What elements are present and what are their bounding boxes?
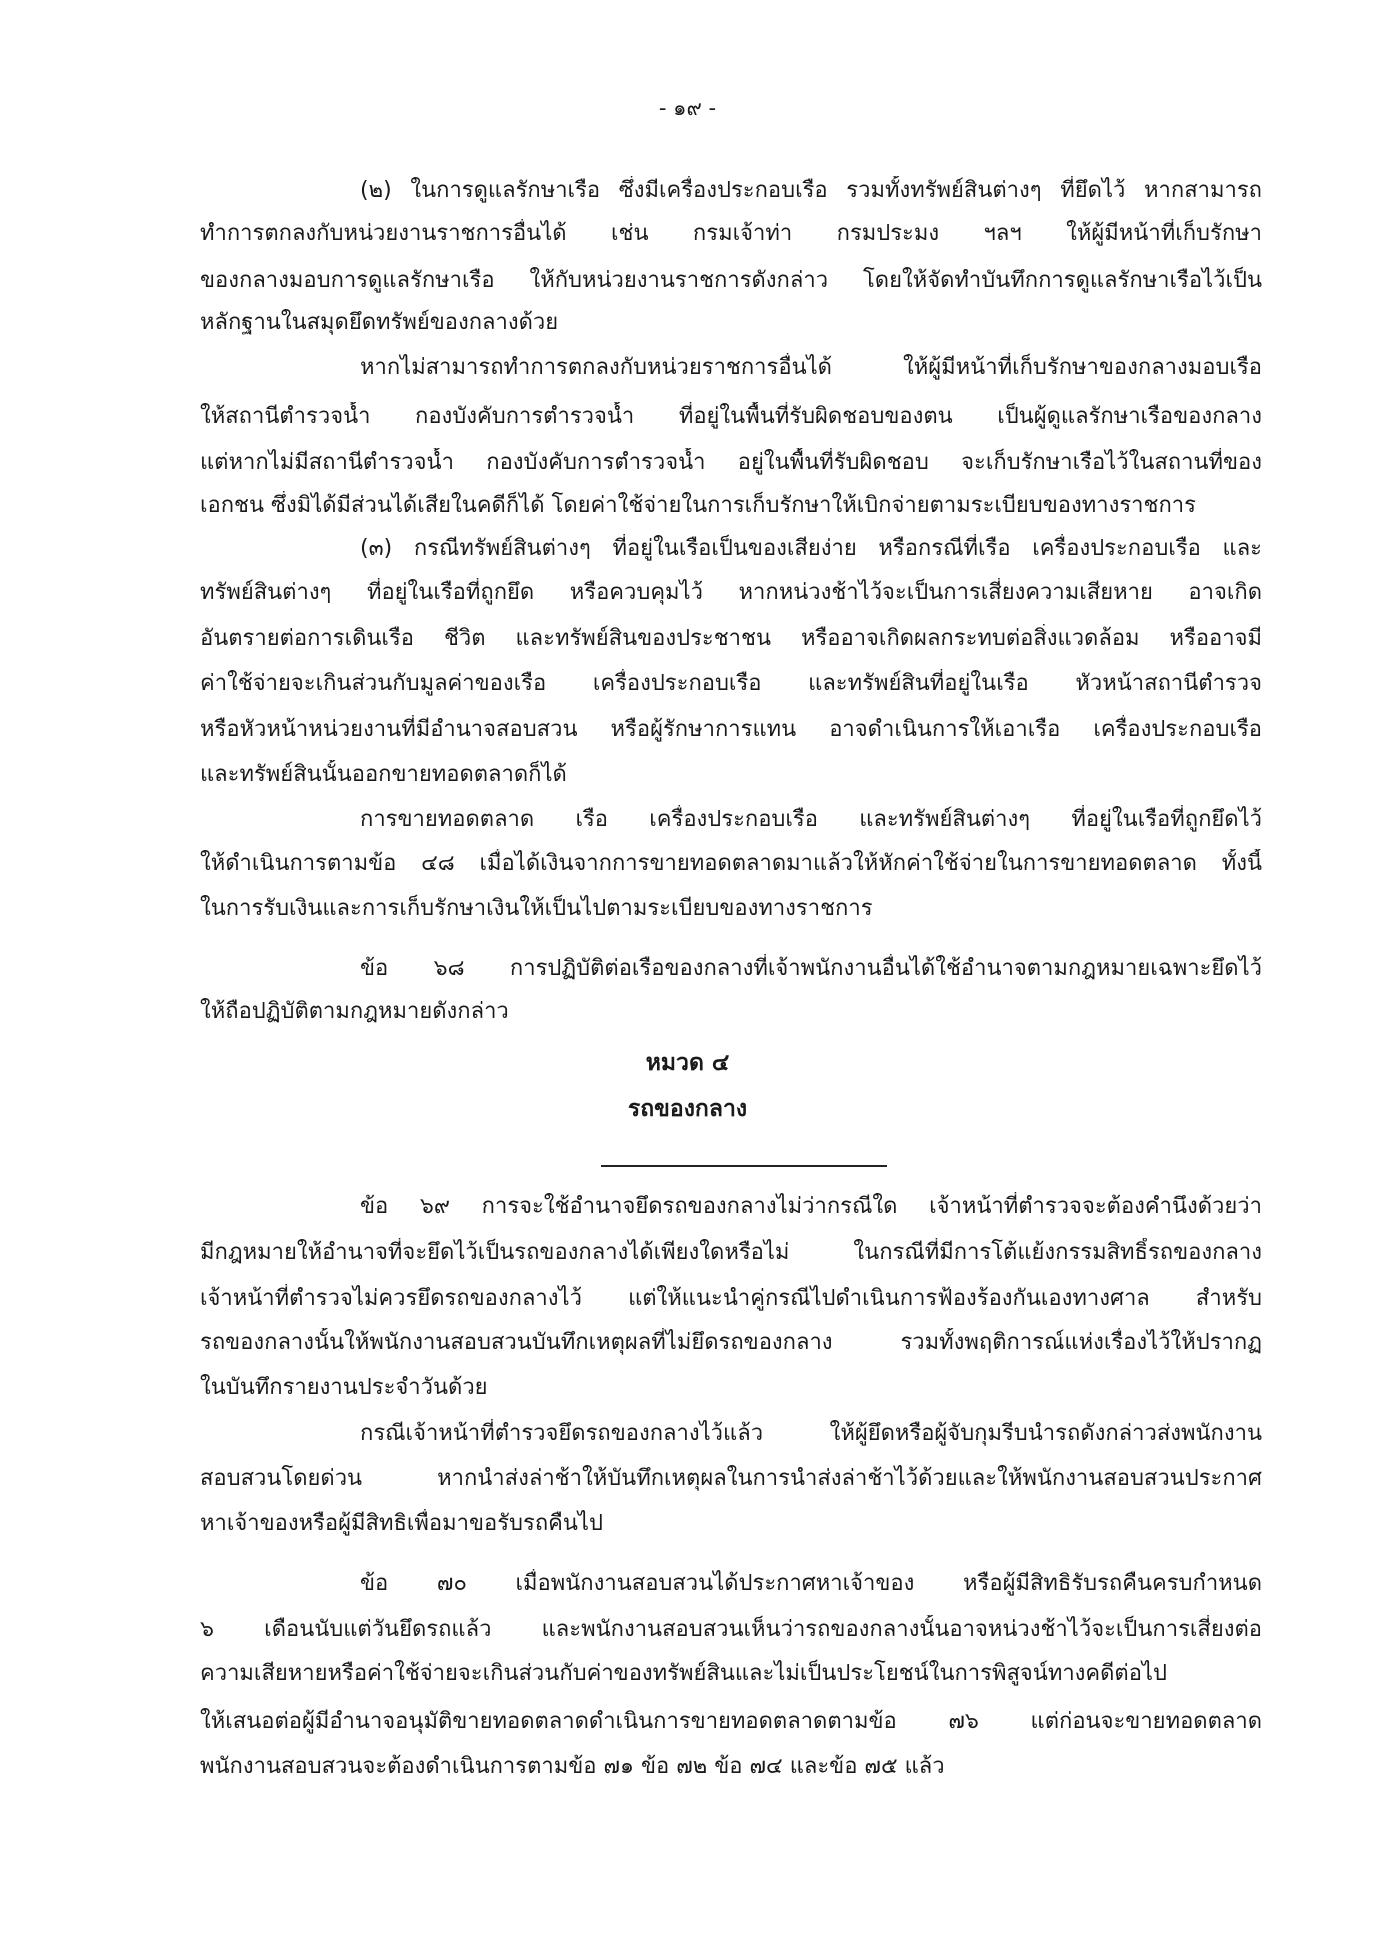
paragraph-line: เอกชน ซึ่งมิได้มีส่วนได้เสียในคดีก็ได้ โดยค่าใช้จ่ายในการเก็บรักษาให้เบิกจ่ายตามระเบียบของทางราชการ <box>200 493 1196 518</box>
paragraph-line: ๖ เดือนนับแต่วันยึดรถแล้ว และพนักงานสอบสวนเห็นว่ารถของกลางนั้นอาจหน่วงช้าไว้จะเป็นการเสี่ยงต่อ <box>200 1617 1262 1642</box>
paragraph-line: หาเจ้าของหรือผู้มีสิทธิเพื่อมาขอรับรถคืนไป <box>200 1511 603 1536</box>
paragraph-line: พนักงานสอบสวนจะต้องดำเนินการตามข้อ ๗๑ ข้อ ๗๒ ข้อ ๗๔ และข้อ ๗๕ แล้ว <box>200 1754 945 1779</box>
paragraph-line: ทรัพย์สินต่างๆ ที่อยู่ในเรือที่ถูกยึด หรือควบคุมไว้ หากหน่วงช้าไว้จะเป็นการเสี่ยงความเสียหาย อาจเกิด <box>200 580 1262 605</box>
paragraph-line: ค่าใช้จ่ายจะเกินส่วนกับมูลค่าของเรือ เครื่องประกอบเรือ และทรัพย์สินที่อยู่ในเรือ หัวหน้าสถานีตำรวจ <box>200 671 1262 696</box>
section-divider <box>601 1165 887 1167</box>
paragraph-line: ทำการตกลงกับหน่วยงานราชการอื่นได้ เช่น กรมเจ้าท่า กรมประมง ฯลฯ ให้ผู้มีหน้าที่เก็บรักษา <box>200 221 1262 246</box>
paragraph-line: เจ้าหน้าที่ตำรวจไม่ควรยึดรถของกลางไว้ แต่ให้แนะนำคู่กรณีไปดำเนินการฟ้องร้องกันเองทางศาล สำหรับ <box>200 1286 1262 1311</box>
section-title: หมวด ๔ <box>645 1050 730 1076</box>
paragraph-first-line: (๒) ในการดูแลรักษาเรือ ซึ่งมีเครื่องประกอบเรือ รวมทั้งทรัพย์สินต่างๆ ที่ยึดไว้ หากสามารถ <box>360 178 1262 203</box>
paragraph-first-line: ข้อ ๖๘ การปฏิบัติต่อเรือของกลางที่เจ้าพนักงานอื่นได้ใช้อำนาจตามกฎหมายเฉพาะยึดไว้ <box>360 956 1262 981</box>
paragraph-first-line: ข้อ ๖๙ การจะใช้อำนาจยึดรถของกลางไม่ว่ากรณีใด เจ้าหน้าที่ตำรวจจะต้องคำนึงด้วยว่า <box>360 1194 1262 1219</box>
paragraph-line: ให้สถานีตำรวจน้ำ กองบังคับการตำรวจน้ำ ที่อยู่ในพื้นที่รับผิดชอบของตน เป็นผู้ดูแลรักษาเรือของกลาง <box>200 404 1262 429</box>
paragraph-first-line: หากไม่สามารถทำการตกลงกับหน่วยราชการอื่นได้ ให้ผู้มีหน้าที่เก็บรักษาของกลางมอบเรือ <box>360 355 1262 380</box>
paragraph-line: อันตรายต่อการเดินเรือ ชีวิต และทรัพย์สินของประชาชน หรืออาจเกิดผลกระทบต่อสิ่งแวดล้อม หรืออาจมี <box>200 626 1262 651</box>
paragraph-line: ของกลางมอบการดูแลรักษาเรือ ให้กับหน่วยงานราชการดังกล่าว โดยให้จัดทำบันทึกการดูแลรักษาเรือไว้เป็น <box>200 268 1262 293</box>
paragraph-first-line: การขายทอดตลาด เรือ เครื่องประกอบเรือ และทรัพย์สินต่างๆ ที่อยู่ในเรือที่ถูกยึดไว้ <box>360 807 1262 832</box>
paragraph-first-line: ข้อ ๗๐ เมื่อพนักงานสอบสวนได้ประกาศหาเจ้าของ หรือผู้มีสิทธิรับรถคืนครบกำหนด <box>360 1571 1262 1596</box>
paragraph-line: แต่หากไม่มีสถานีตำรวจน้ำ กองบังคับการตำรวจน้ำ อยู่ในพื้นที่รับผิดชอบ จะเก็บรักษาเรือไว้ในสถานที่ของ <box>200 450 1262 475</box>
paragraph-line: ความเสียหายหรือค่าใช้จ่ายจะเกินส่วนกับค่าของทรัพย์สินและไม่เป็นประโยชน์ในการพิสูจน์ทางคดีต่อไป <box>200 1661 1167 1686</box>
paragraph-line: และทรัพย์สินนั้นออกขายทอดตลาดก็ได้ <box>200 762 567 787</box>
paragraph-line: หรือหัวหน้าหน่วยงานที่มีอำนาจสอบสวน หรือผู้รักษาการแทน อาจดำเนินการให้เอาเรือ เครื่องประกอบเรือ <box>200 717 1262 742</box>
paragraph-line: ในการรับเงินและการเก็บรักษาเงินให้เป็นไปตามระเบียบของทางราชการ <box>200 896 873 921</box>
paragraph-first-line: (๓) กรณีทรัพย์สินต่างๆ ที่อยู่ในเรือเป็นของเสียง่าย หรือกรณีที่เรือ เครื่องประกอบเรือ และ <box>360 536 1262 561</box>
paragraph-line: มีกฎหมายให้อำนาจที่จะยึดไว้เป็นรถของกลางได้เพียงใดหรือไม่ ในกรณีที่มีการโต้แย้งกรรมสิทธิ์รถของกลาง <box>200 1240 1262 1265</box>
section-subtitle: รถของกลาง <box>627 1096 748 1122</box>
paragraph-first-line: กรณีเจ้าหน้าที่ตำรวจยึดรถของกลางไว้แล้ว ให้ผู้ยึดหรือผู้จับกุมรีบนำรถดังกล่าวส่งพนักงาน <box>360 1421 1262 1446</box>
paragraph-line: หลักฐานในสมุดยึดทรัพย์ของกลางด้วย <box>200 310 559 335</box>
paragraph-line: ให้ดำเนินการตามข้อ ๔๘ เมื่อได้เงินจากการขายทอดตลาดมาแล้วให้หักค่าใช้จ่ายในการขายทอดตลาด ทั้งนี้ <box>200 851 1262 876</box>
paragraph-line: ให้เสนอต่อผู้มีอำนาจอนุมัติขายทอดตลาดดำเนินการขายทอดตลาดตามข้อ ๗๖ แต่ก่อนจะขายทอดตลาด <box>200 1709 1262 1734</box>
paragraph-line: สอบสวนโดยด่วน หากนำส่งล่าช้าให้บันทึกเหตุผลในการนำส่งล่าช้าไว้ด้วยและให้พนักงานสอบสวนประกาศ <box>200 1466 1262 1491</box>
paragraph-line: ให้ถือปฏิบัติตามกฎหมายดังกล่าว <box>200 999 509 1024</box>
page-number: - ๑๙ - <box>658 96 717 120</box>
paragraph-line: รถของกลางนั้นให้พนักงานสอบสวนบันทึกเหตุผลที่ไม่ยึดรถของกลาง รวมทั้งพฤติการณ์แห่งเรื่องไว้ให้ปรากฏ <box>200 1330 1262 1355</box>
paragraph-line: ในบันทึกรายงานประจำวันด้วย <box>200 1375 488 1400</box>
